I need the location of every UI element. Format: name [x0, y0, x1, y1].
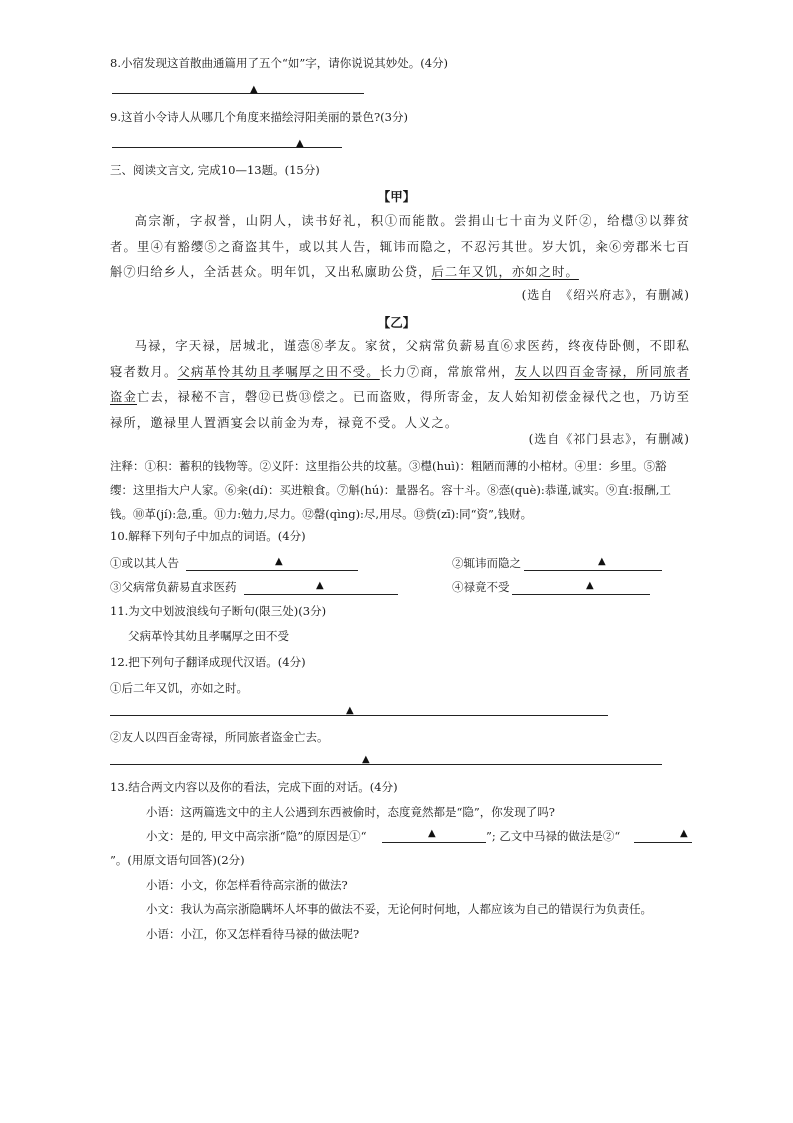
passage-yi-heading: 【乙】: [377, 315, 416, 330]
triangle-marker: ▲: [680, 828, 688, 839]
dialogue-line-1: 小语：这两篇选文中的主人公遇到东西被偷时，态度竟然都是“隐”，你发现了吗?: [146, 805, 555, 819]
answer-line-q12-2[interactable]: [110, 750, 662, 765]
triangle-marker: ▲: [346, 705, 354, 716]
passage-yi: [110, 334, 690, 436]
section-title: 三、阅读文言文, 完成10—13题。(15分): [110, 163, 320, 177]
q10-item-4: ④禄竟不受: [452, 580, 510, 594]
answer-line-q12-1[interactable]: [110, 701, 608, 716]
passage-yi-source: (选自《祁门县志》，有删减): [528, 432, 690, 446]
passage-jia-source: (选自 《绍兴府志》，有删减): [521, 288, 690, 302]
q10-item-2: ②辄讳而隐之: [452, 556, 521, 570]
question-10: 10.解释下列句子中加点的词语。(4分): [110, 529, 306, 543]
passage-yi-text: 亡去，禄秘不言，磬⑫已赀⑬偿之。已而盗败，得所寄金，友人始知初偿金禄代之也，乃访至禄所，邀禄里人置酒宴会以前金为寿，禄竟不受。人义之。: [110, 390, 690, 430]
answer-line-q10-1[interactable]: [186, 556, 358, 571]
q12-sentence-2: ②友人以四百金寄禄，所同旅者盗金亡去。: [110, 730, 329, 744]
passage-jia: [110, 209, 690, 286]
question-11: 11.为文中划波浪线句子断句(限三处)(3分): [110, 604, 327, 618]
answer-line-q8[interactable]: [112, 79, 364, 94]
passage-jia-text: 高宗渐，字叔誉，山阴人，读书好礼，积①而能散。尝捐山七十亩为义阡②，给櫘③以葬贫者。里④有豁缨⑤之裔盗其牛，或以其人告，辄讳而隐之，不忍污其世。岁大饥，籴⑥旁郡米七百斛⑦归给乡人，全活甚众。明年饥，又出私廪助公贷，: [110, 214, 690, 279]
dialogue-line-3: 小语：小文，你怎样看待高宗浙的做法?: [146, 878, 348, 892]
answer-line-q9[interactable]: [112, 133, 342, 148]
triangle-marker: ▲: [316, 580, 324, 591]
underlined-sentence: 后二年又饥，亦如之时。: [431, 265, 579, 279]
triangle-marker: ▲: [586, 580, 594, 591]
triangle-marker: ▲: [275, 556, 283, 567]
dialogue-line-2a: 小文：是的, 甲文中高宗浙“隐”的原因是①“: [146, 829, 367, 843]
question-13: 13.结合两文内容以及你的看法，完成下面的对话。(4分): [110, 780, 398, 794]
passage-yi-text: 马禄，字天禄，居城北，谨悫⑧孝友。家贫，父病常负薪易直⑥求医药，终夜侍卧侧，不即私寝者数月。: [110, 339, 690, 379]
question-9: 9.这首小令诗人从哪几个角度来描绘浔阳美丽的景色?(3分): [110, 110, 408, 124]
triangle-marker: ▲: [598, 556, 606, 567]
question-8: 8.小宿发现这首散曲通篇用了五个“如”字，请你说说其妙处。(4分): [110, 56, 449, 70]
q12-sentence-1: ①后二年又饥，亦如之时。: [110, 681, 248, 695]
q10-item-1: ①或以其人告: [110, 556, 179, 570]
triangle-marker: ▲: [362, 754, 370, 765]
dialogue-line-5: 小语：小江，你又怎样看待马禄的做法呢?: [146, 927, 360, 941]
triangle-marker: ▲: [250, 84, 258, 95]
triangle-marker: ▲: [428, 828, 436, 839]
answer-line-q10-4[interactable]: [512, 580, 650, 595]
question-12: 12.把下列句子翻译成现代汉语。(4分): [110, 655, 306, 669]
q11-sentence: 父病革怜其幼且孝嘱厚之田不受: [128, 629, 289, 643]
passage-yi-text: 长力⑦商，常旅常州，: [379, 364, 515, 379]
dialogue-line-2c: ”。(用原文语句回答)(2分): [110, 853, 245, 867]
annotations: 注释：①积：蓄积的钱物等。②义阡：这里指公共的坟墓。③櫘(huì)：粗陋而薄的小棺材。④里：乡里。⑤豁缨：这里指大户人家。⑥籴(dí)：买进粮食。⑦斛(hú)：量器名。容十斗。⑧悫(què):恭谨,诚实。⑨直:报酬,工钱。⑩革(jí):急,重。⑪力:勉力,尽力。⑫罄(qìng):尽,用尽。⑬赀(zī):同“资”,钱财。: [110, 459, 671, 521]
dialogue-line-4: 小文：我认为高宗浙隐瞒坏人坏事的做法不妥，无论何时何地，人都应该为自己的错误行为负责任。: [146, 902, 652, 916]
answer-line-q10-2[interactable]: [524, 556, 662, 571]
underlined-sentence: 友人以四百金寄禄，所同旅者盗金: [110, 364, 690, 404]
passage-jia-heading: 【甲】: [377, 189, 416, 204]
q10-item-3: ③父病常负薪易直求医药: [110, 580, 237, 594]
triangle-marker: ▲: [296, 138, 304, 149]
wavy-underlined-sentence: 父病革怜其幼且孝嘱厚之田不受。: [177, 364, 380, 379]
dialogue-line-2b: ”; 乙文中马禄的做法是②“: [486, 829, 621, 843]
